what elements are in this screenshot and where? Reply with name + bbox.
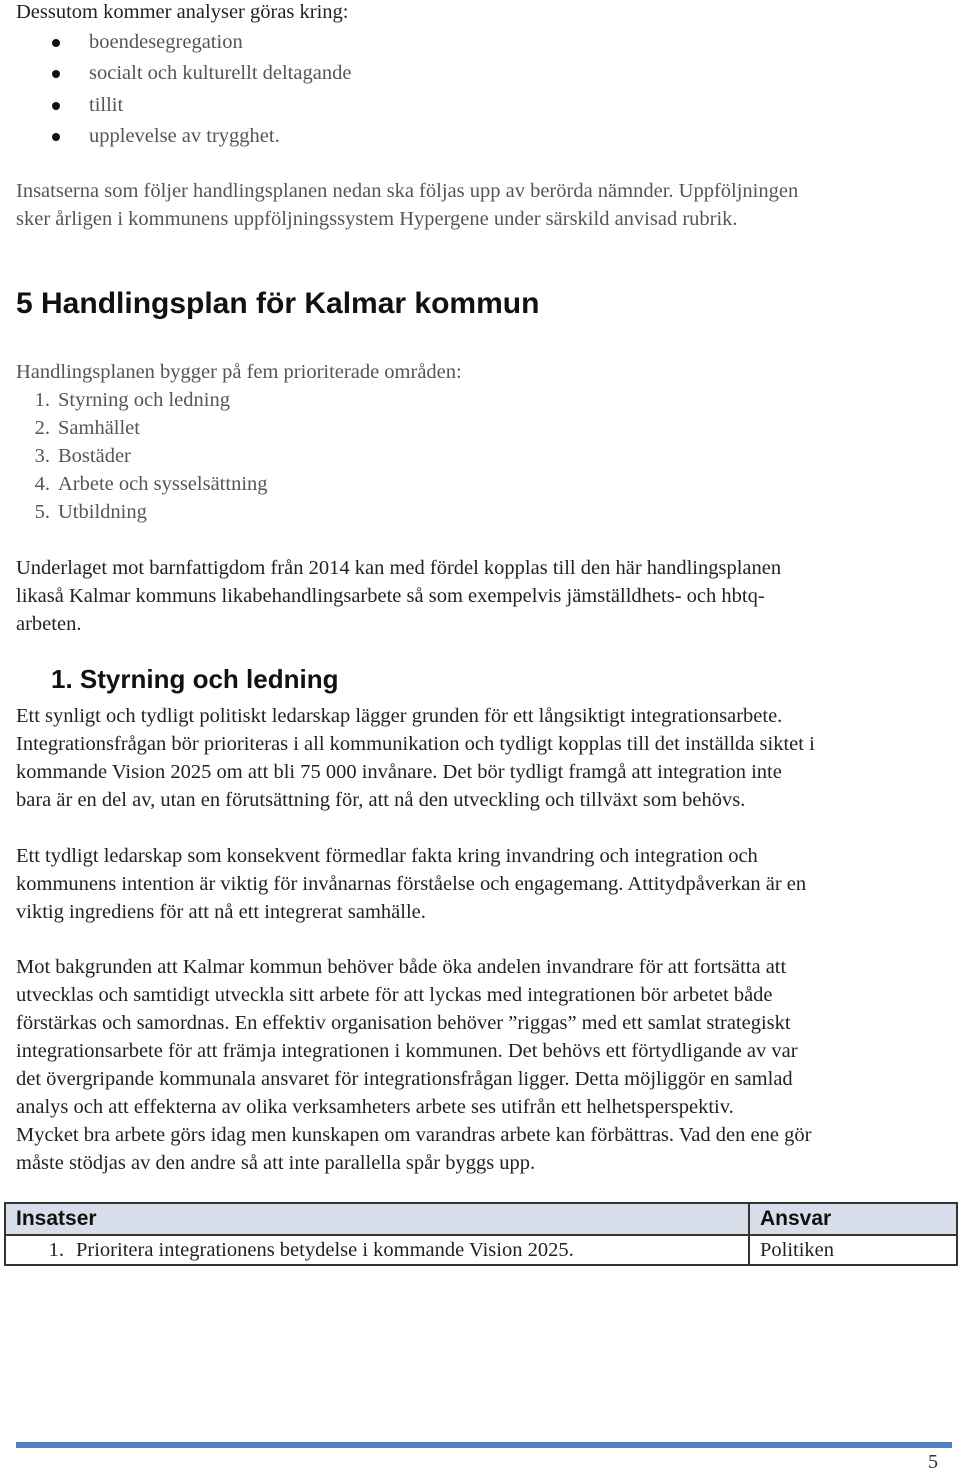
- followup-paragraph: [16, 177, 798, 233]
- list-text: Bostäder: [58, 445, 131, 467]
- note-paragraph: [16, 554, 781, 638]
- body-paragraph-2: [16, 842, 806, 926]
- footer-rule: [16, 1442, 952, 1448]
- text-line: Ett synligt och tydligt politiskt ledarskap lägger grunden för ett långsiktigt integrationsarbete.: [16, 705, 783, 727]
- list-number: 2.: [34, 417, 50, 439]
- list-item: [0, 442, 268, 470]
- text-line: integrationsarbete för att främja integrationen i kommunen. Det behövs ett förtydligande av var: [16, 1040, 798, 1062]
- text-line: bara är en del av, utan en förutsättning för, att nå den utveckling och tillväxt som behövs.: [16, 789, 746, 811]
- table-header-row: [5, 1203, 957, 1235]
- insats-text: Prioritera integrationens betydelse i kommande Vision 2025.: [76, 1238, 574, 1261]
- insatser-table: [4, 1202, 958, 1266]
- table-cell-ansvar: Politiken: [749, 1235, 957, 1265]
- list-number: 5.: [34, 501, 50, 523]
- table-row: [5, 1235, 957, 1265]
- text-line: kommunens intention är viktig för invånarnas förståelse och engagemang. Attitydpåverkan är en: [16, 873, 807, 895]
- list-item: tillit: [0, 90, 351, 121]
- text-line: viktig ingrediens för att nå ett integrerat samhälle.: [16, 901, 426, 923]
- analysis-bullet-list: [0, 27, 351, 152]
- text-line: utvecklas och samtidigt utveckla sitt arbete för att lyckas med integrationen bör arbetet både: [16, 984, 773, 1006]
- text-line: Integrationsfrågan bör prioriteras i all kommunikation och tydligt kopplas till det inställda siktet i: [16, 733, 815, 755]
- list-item: [0, 414, 268, 442]
- list-number: 3.: [34, 445, 50, 467]
- text-line: Ett tydligt ledarskap som konsekvent förmedlar fakta kring invandring och integration och: [16, 845, 758, 867]
- list-item: socialt och kulturellt deltagande: [0, 58, 351, 89]
- text-line: arbeten.: [16, 613, 82, 635]
- list-item: boendesegregation: [0, 27, 351, 58]
- page-number: 5: [928, 1451, 938, 1473]
- text-line: Underlaget mot barnfattigdom från 2014 kan med fördel kopplas till den här handlingsplanen: [16, 557, 782, 579]
- intro-lead: Dessutom kommer analyser göras kring:: [16, 1, 349, 23]
- text-line: Mycket bra arbete görs idag men kunskapen om varandras arbete kan förbättras. Vad den ene gör: [16, 1124, 812, 1146]
- text-line: sker årligen i kommunens uppföljningssystem Hypergene under särskild anvisad rubrik.: [16, 208, 738, 230]
- text-line: kommande Vision 2025 om att bli 75 000 invånare. Det bör tydligt framgå att integration inte: [16, 761, 782, 783]
- header-insatser: Insatser: [5, 1203, 749, 1235]
- header-ansvar: Ansvar: [749, 1203, 957, 1235]
- subsection-heading: 1. Styrning och ledning: [51, 664, 339, 694]
- text-line: analys och att effekterna av olika verksamheters arbete ses utifrån ett helhetsperspektiv.: [16, 1096, 734, 1118]
- list-text: Arbete och sysselsättning: [58, 473, 268, 495]
- list-item: upplevelse av trygghet.: [0, 121, 351, 152]
- body-paragraph-1: [16, 702, 815, 814]
- text-line: måste stödjas av den andre så att inte parallella spår byggs upp.: [16, 1152, 536, 1174]
- section-heading: 5 Handlingsplan för Kalmar kommun: [16, 287, 540, 320]
- body-paragraph-3: [16, 953, 811, 1177]
- list-number: 1.: [34, 389, 50, 411]
- list-item: [0, 470, 268, 498]
- list-item: [0, 498, 268, 526]
- row-number: 1.: [48, 1238, 64, 1261]
- text-line: förstärkas och samordnas. En effektiv organisation behöver ”riggas” med ett samlat strategiskt: [16, 1012, 791, 1034]
- text-line: likaså Kalmar kommuns likabehandlingsarbete så som exempelvis jämställdhets- och hbtq-: [16, 585, 765, 607]
- priority-areas-list: [0, 386, 268, 526]
- table-cell-insats: [5, 1235, 749, 1265]
- section-lead: Handlingsplanen bygger på fem prioriterade områden:: [16, 361, 462, 383]
- text-line: Mot bakgrunden att Kalmar kommun behöver både öka andelen invandrare för att fortsätta att: [16, 956, 787, 978]
- list-text: Utbildning: [58, 501, 147, 523]
- text-line: det övergripande kommunala ansvaret för integrationsfrågan ligger. Detta möjliggör en samlad: [16, 1068, 793, 1090]
- list-item: [0, 386, 268, 414]
- list-text: Samhället: [58, 417, 140, 439]
- list-number: 4.: [34, 473, 50, 495]
- text-line: Insatserna som följer handlingsplanen nedan ska följas upp av berörda nämnder. Uppföljningen: [16, 180, 799, 202]
- list-text: Styrning och ledning: [58, 389, 230, 411]
